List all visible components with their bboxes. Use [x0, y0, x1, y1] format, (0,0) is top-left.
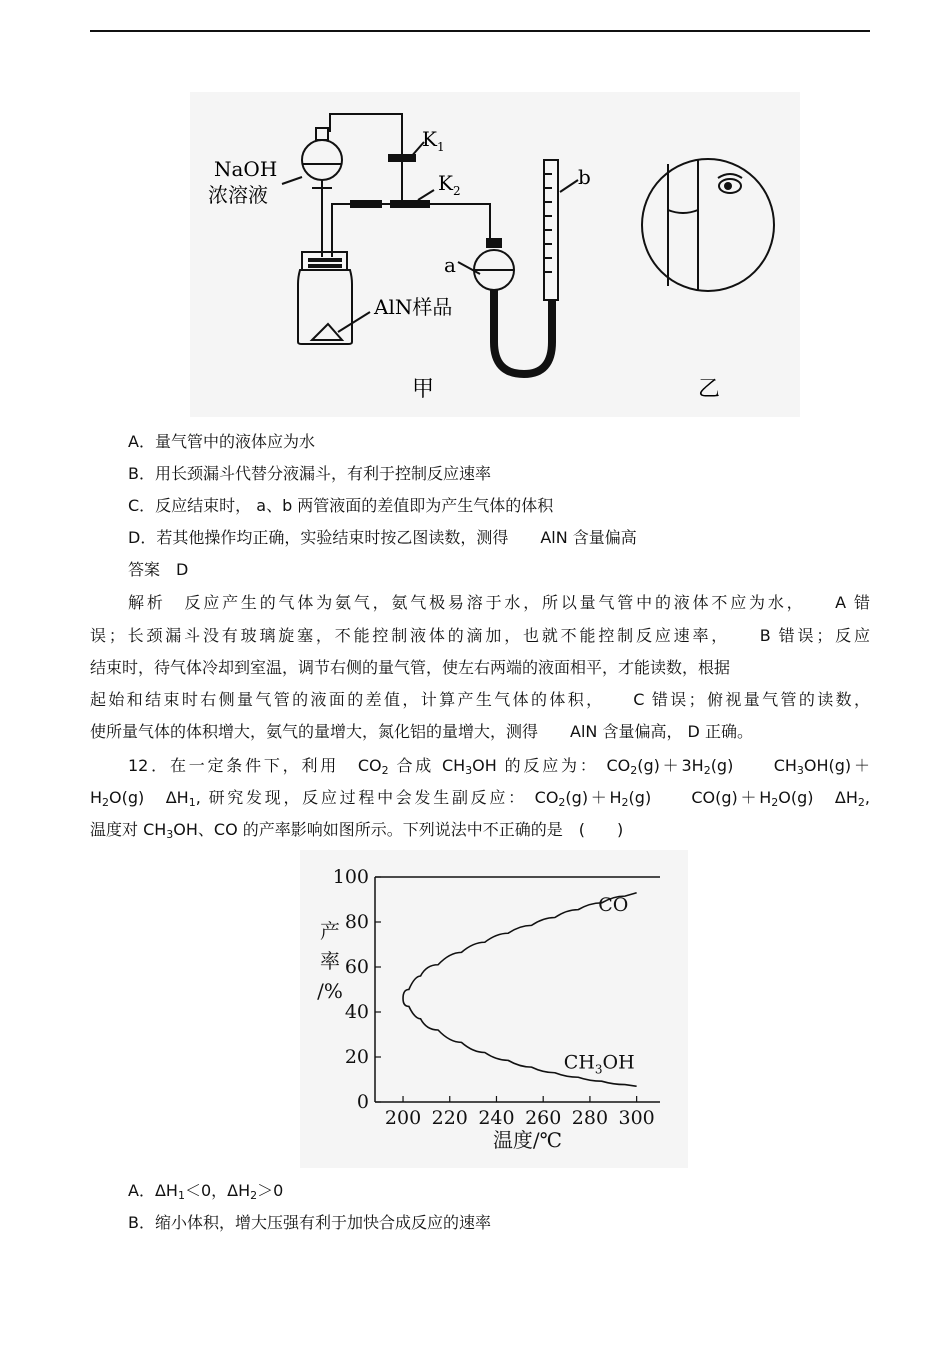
series-label-co: CO	[598, 893, 629, 916]
k2-label: $K_2$	[438, 171, 461, 198]
y-tick-label: 60	[344, 956, 369, 978]
q12-line-3: 温度对 $CH_3OH$、CO 的产率影响如图所示。下列说法中不正确的是 ( )	[90, 820, 624, 841]
figure-background	[190, 92, 800, 417]
header-rule	[90, 30, 870, 32]
caption-yi: 乙	[698, 377, 721, 402]
analysis-line-5: 使所量气体的体积增大，氨气的量增大，氮化铝的量增大，测得 AlN 含量偏高， D 正确。	[90, 722, 753, 741]
x-tick-label: 220	[431, 1107, 468, 1129]
q12-option-b: B．缩小体积，增大压强有利于加快合成反应的速率	[128, 1213, 491, 1232]
solution-label: 浓溶液	[208, 183, 268, 207]
y-tick-label: 0	[356, 1091, 369, 1113]
label-a: a	[444, 253, 456, 277]
x-tick-label: 240	[478, 1107, 515, 1129]
x-tick-label: 300	[618, 1107, 655, 1129]
q11-option-a: A．量气管中的液体应为水	[128, 432, 315, 451]
sample-label: AlN样品	[374, 295, 453, 319]
y-axis-label: 产	[320, 919, 340, 943]
analysis-line-1: 解析 反应产生的气体为氨气，氨气极易溶于水，所以量气管中的液体不应为水， A 错	[128, 593, 870, 612]
y-tick-label: 100	[332, 866, 369, 888]
k1-valve	[388, 154, 416, 162]
label-b: b	[578, 165, 591, 189]
analysis-line-2: 误；长颈漏斗没有玻璃旋塞，不能控制液体的滴加，也就不能控制反应速率， B 错误；反应	[90, 626, 870, 645]
q11-answer: 答案 D	[128, 560, 189, 579]
q11-option-c: C．反应结束时， a、b 两管液面的差值即为产生气体的体积	[128, 496, 554, 515]
x-tick-label: 280	[571, 1107, 609, 1129]
caption-jia: 甲	[412, 377, 435, 402]
q12-line-1: 12．在一定条件下，利用 $CO_2$ 合成 $CH_3OH$ 的反应为： $CO_2(g)+3H_2(g)$ $CH_3OH(g)+$	[128, 756, 870, 777]
k1-label: $K_1$	[422, 127, 445, 154]
apparatus-figure	[190, 92, 800, 417]
analysis-line-4: 起始和结束时右侧量气管的液面的差值，计算产生气体的体积， C 错误；俯视量气管的读数，	[90, 690, 870, 709]
x-axis-label: 温度/℃	[492, 1128, 563, 1152]
q12-line-2: $H_2O(g)$ $\Delta H_1$, 研究发现，反应过程中会发生副反应： $CO_2(g)+H_2(g)$ $CO(g)+H_2O(g)$ $\Delta H_2$,	[90, 788, 870, 809]
x-tick-label: 260	[525, 1107, 562, 1129]
x-tick-label: 200	[384, 1107, 422, 1129]
q11-option-b: B．用长颈漏斗代替分液漏斗，有利于控制反应速率	[128, 464, 491, 483]
yield-chart	[300, 850, 688, 1168]
k2-valve	[390, 200, 430, 208]
y-tick-label: 20	[344, 1046, 369, 1068]
q11-option-d: D．若其他操作均正确，实验结束时按乙图读数，测得 AlN 含量偏高	[128, 528, 637, 547]
y-tick-label: 40	[344, 1001, 369, 1023]
y-axis-label: /%	[317, 979, 343, 1003]
series-label-ch3oh: $CH_3OH$	[563, 1051, 635, 1077]
naoh-label: NaOH	[214, 157, 278, 181]
y-axis-label: 率	[320, 949, 340, 973]
analysis-line-3: 结束时，待气体冷却到室温，调节右侧的量气管，使左右两端的液面相平，才能读数，根据	[90, 658, 731, 677]
y-tick-label: 80	[344, 911, 369, 933]
q12-option-a: A．$\Delta H_1<0$，$\Delta H_2>0$	[128, 1181, 284, 1202]
